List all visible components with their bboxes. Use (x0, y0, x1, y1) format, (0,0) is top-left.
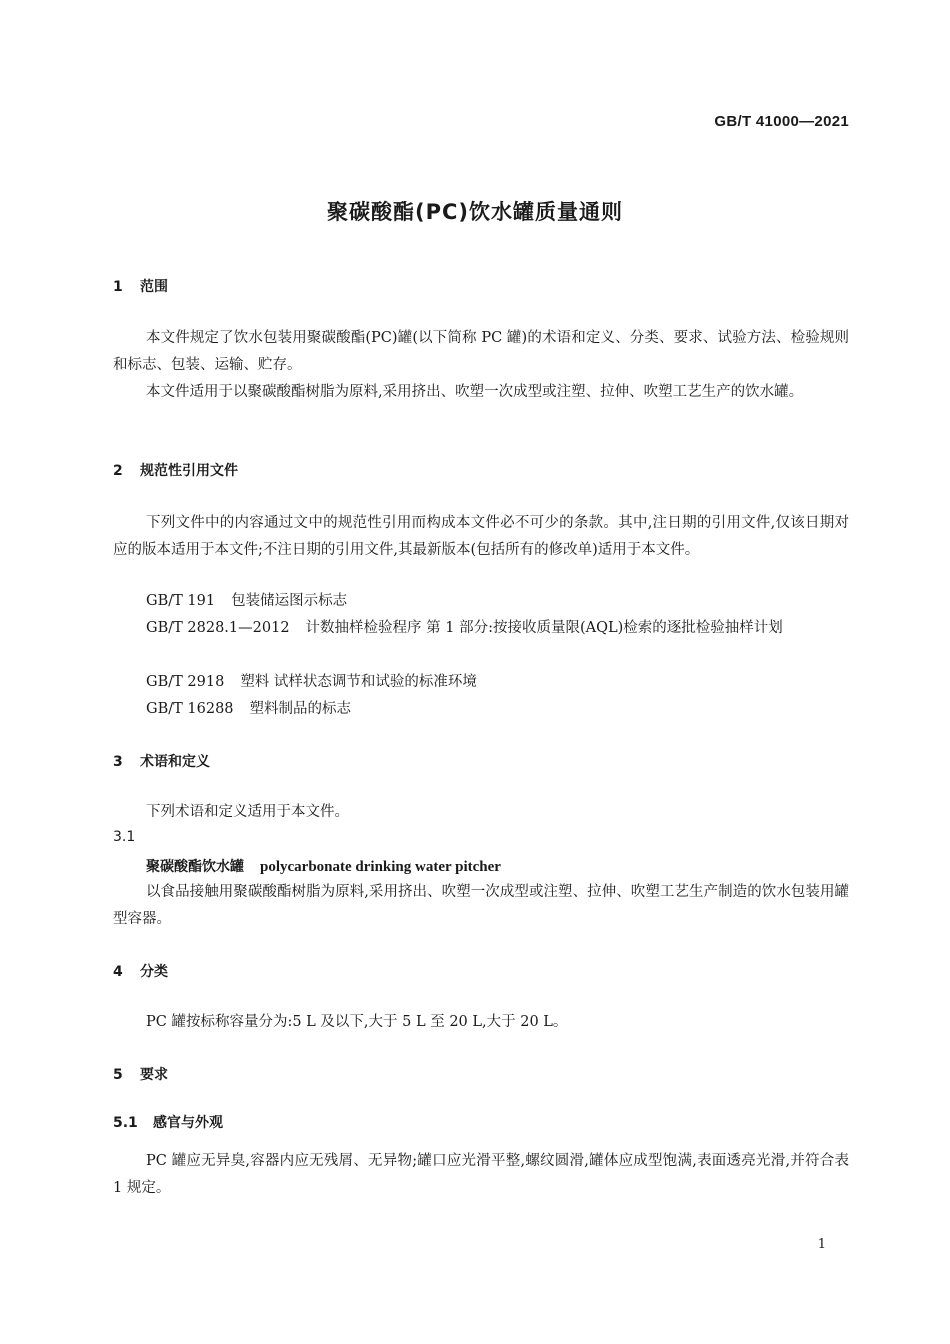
section-number: 3 (113, 754, 123, 770)
section-2-paragraph-1: 下列文件中的内容通过文中的规范性引用而构成本文件必不可少的条款。其中,注日期的引用文件,仅该日期对应的版本适用于本文件;不注日期的引用文件,其最新版本(包括所有的修改单)适用于本文件。 (113, 515, 849, 558)
section-title: 规范性引用文件 (140, 463, 238, 479)
reference-code: GB/T 2918 (146, 674, 225, 690)
term-english: polycarbonate drinking water pitcher (260, 859, 501, 875)
section-number: 5 (113, 1067, 123, 1083)
section-5-heading (113, 1064, 168, 1084)
subsection-5-1-heading (113, 1112, 223, 1132)
term-chinese: 聚碳酸酯饮水罐 (146, 859, 244, 875)
section-3-paragraph-1: 下列术语和定义适用于本文件。 (146, 804, 349, 820)
reference-title: 计数抽样检验程序 第 1 部分:按接收质量限(AQL)检索的逐批检验抽样计划 (305, 620, 783, 636)
section-1-heading (113, 276, 168, 296)
page-number: 1 (817, 1237, 826, 1252)
term-entry (146, 856, 501, 876)
section-2-heading (113, 460, 238, 480)
reference-code: GB/T 2828.1—2012 (146, 620, 290, 636)
reference-title: 塑料制品的标志 (249, 701, 352, 717)
section-title: 范围 (140, 279, 168, 295)
document-title: 聚碳酸酯(PC)饮水罐质量通则 (327, 200, 623, 224)
reference-code: GB/T 16288 (146, 701, 234, 717)
reference-title: 包装储运图示标志 (231, 593, 348, 609)
term-number: 3.1 (113, 829, 136, 845)
section-number: 1 (113, 279, 123, 295)
section-1-paragraph-2: 本文件适用于以聚碳酸酯树脂为原料,采用挤出、吹塑一次成型或注塑、拉伸、吹塑工艺生产的饮水罐。 (146, 384, 804, 400)
subsection-title: 感官与外观 (153, 1115, 223, 1131)
standard-code: GB/T 41000—2021 (714, 113, 849, 130)
section-4-paragraph-1: PC 罐按标称容量分为:5 L 及以下,大于 5 L 至 20 L,大于 20 L。 (146, 1014, 568, 1030)
section-3-heading (113, 751, 210, 771)
term-definition: 以食品接触用聚碳酸酯树脂为原料,采用挤出、吹塑一次成型或注塑、拉伸、吹塑工艺生产制造的饮水包装用罐型容器。 (113, 884, 849, 927)
reference-item (113, 615, 849, 642)
section-title: 分类 (140, 964, 168, 980)
section-number: 2 (113, 463, 123, 479)
reference-code: GB/T 191 (146, 593, 216, 609)
section-title: 术语和定义 (140, 754, 210, 770)
subsection-number: 5.1 (113, 1115, 138, 1131)
section-title: 要求 (140, 1067, 168, 1083)
section-number: 4 (113, 964, 123, 980)
reference-item (113, 588, 882, 614)
reference-item (113, 696, 882, 722)
section-4-heading (113, 961, 168, 981)
reference-title: 塑料 试样状态调节和试验的标准环境 (240, 674, 477, 690)
subsection-5-1-paragraph-1: PC 罐应无异臭,容器内应无残屑、无异物;罐口应光滑平整,螺纹圆滑,罐体应成型饱满,表面透亮光滑,并符合表 1 规定。 (113, 1153, 849, 1196)
reference-item (113, 669, 882, 695)
section-1-paragraph-1: 本文件规定了饮水包装用聚碳酸酯(PC)罐(以下简称 PC 罐)的术语和定义、分类、要求、试验方法、检验规则和标志、包装、运输、贮存。 (113, 330, 849, 373)
